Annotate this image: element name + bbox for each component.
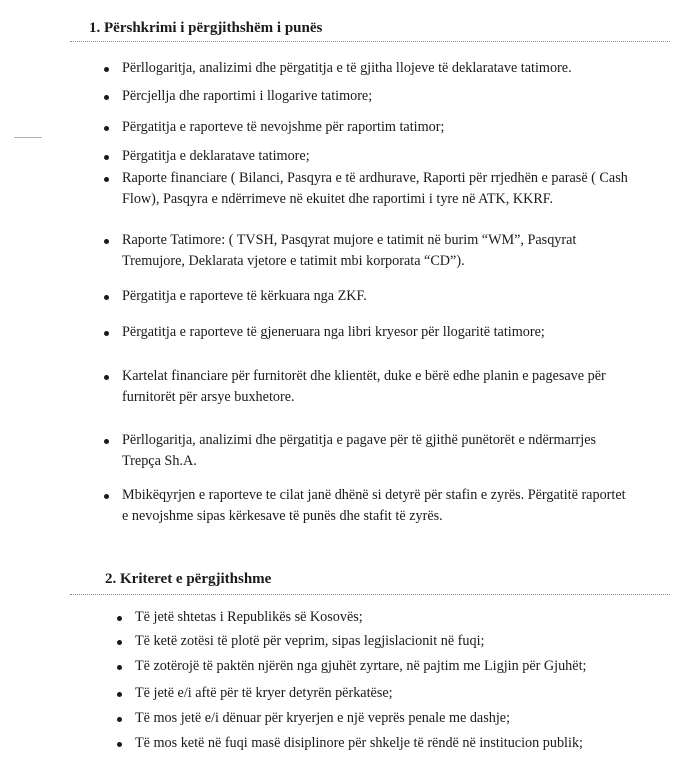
bullet-point <box>117 742 122 747</box>
list-item-line: Trepça Sh.A. <box>122 453 197 469</box>
list-item <box>135 631 484 652</box>
list-item <box>122 322 545 343</box>
list-item-line: Të mos ketë në fuqi masë disiplinore për shkelje të rëndë në institucion publik; <box>135 735 583 751</box>
list-item <box>135 607 363 628</box>
bullet-point <box>104 67 109 72</box>
list-item-line: Raporte financiare ( Bilanci, Pasqyra e të ardhurave, Raporti për rrjedhën e parasë ( Cash <box>122 170 628 186</box>
list-item <box>135 708 510 729</box>
list-item-line: Të jetë e/i aftë për të kryer detyrën përkatëse; <box>135 685 393 701</box>
bullet-point <box>117 616 122 621</box>
bullet-point <box>117 717 122 722</box>
list-item-line: Kartelat financiare për furnitorët dhe klientët, duke e bërë edhe planin e pagesave për <box>122 368 606 384</box>
list-item <box>122 146 310 167</box>
bullet-point <box>104 439 109 444</box>
section-2-heading: 2. Kriteret e përgjithshme <box>105 571 272 587</box>
list-item-line: Përllogaritja, analizimi dhe përgatitja e pagave për të gjithë punëtorët e ndërmarrjes <box>122 432 597 448</box>
bullet-point <box>104 375 109 380</box>
list-item-line: Të zotërojë të paktën njërën nga gjuhët zyrtare, në pajtim me Ligjin për Gjuhët; <box>135 658 587 674</box>
list-item-line: Flow), Pasqyra e ndërrimeve në ekuitet dhe raportimi i tyre në ATK, KKRF. <box>122 191 554 207</box>
list-item <box>122 168 628 210</box>
bullet-point <box>104 177 109 182</box>
list-item <box>135 683 393 704</box>
list-item-line: Përgatitja e raporteve të gjeneruara nga libri kryesor për llogaritë tatimore; <box>122 324 545 340</box>
bullet-point <box>104 331 109 336</box>
list-item-line: Të mos jetë e/i dënuar për kryerjen e një veprës penale me dashje; <box>135 710 511 726</box>
bullet-point <box>104 494 109 499</box>
section-1-heading: 1. Përshkrimi i përgjithshëm i punës <box>89 20 323 36</box>
bullet-point <box>104 126 109 131</box>
section-1-divider <box>70 41 670 42</box>
list-item <box>122 230 576 272</box>
bullet-point <box>117 640 122 645</box>
list-item-line: Raporte Tatimore: ( TVSH, Pasqyrat mujore e tatimit në burim “WM”, Pasqyrat <box>122 232 577 248</box>
list-item <box>122 86 372 107</box>
list-item-line: Mbikëqyrjen e raporteve te cilat janë dhënë si detyrë për stafin e zyrës. Përgatitë raportet <box>122 487 626 503</box>
list-item <box>122 58 572 79</box>
list-item-line: furnitorët për arsye buxhetore. <box>122 389 295 405</box>
bullet-point <box>117 692 122 697</box>
list-item <box>122 286 367 307</box>
list-item <box>122 117 444 138</box>
list-item <box>122 430 596 472</box>
section-2-divider <box>70 594 670 595</box>
bullet-point <box>104 95 109 100</box>
list-item-line: Përgatitja e deklaratave tatimore; <box>122 148 310 164</box>
bullet-point <box>104 295 109 300</box>
list-item-line: e nevojshme sipas kërkesave të punës dhe stafit të zyrës. <box>122 508 443 524</box>
list-item <box>135 733 583 754</box>
list-item <box>122 485 626 527</box>
list-item-line: Përllogaritja, analizimi dhe përgatitja e të gjitha llojeve të deklaratave tatimore. <box>122 60 572 76</box>
list-item <box>135 656 586 677</box>
list-item-line: Përcjellja dhe raportimi i llogarive tatimore; <box>122 88 373 104</box>
list-item-line: Të jetë shtetas i Republikës së Kosovës; <box>135 609 363 625</box>
bullet-point <box>104 239 109 244</box>
list-item-line: Përgatitja e raporteve të kërkuara nga ZKF. <box>122 288 367 304</box>
list-item-line: Përgatitja e raporteve të nevojshme për raportim tatimor; <box>122 119 445 135</box>
list-item-line: Të ketë zotësi të plotë për veprim, sipas legjislacionit në fuqi; <box>135 633 485 649</box>
list-item-line: Tremujore, Deklarata vjetore e tatimit mbi korporata “CD”). <box>122 253 465 269</box>
list-item <box>122 366 606 408</box>
bullet-point <box>104 155 109 160</box>
bullet-point <box>117 665 122 670</box>
margin-mark <box>14 137 42 138</box>
